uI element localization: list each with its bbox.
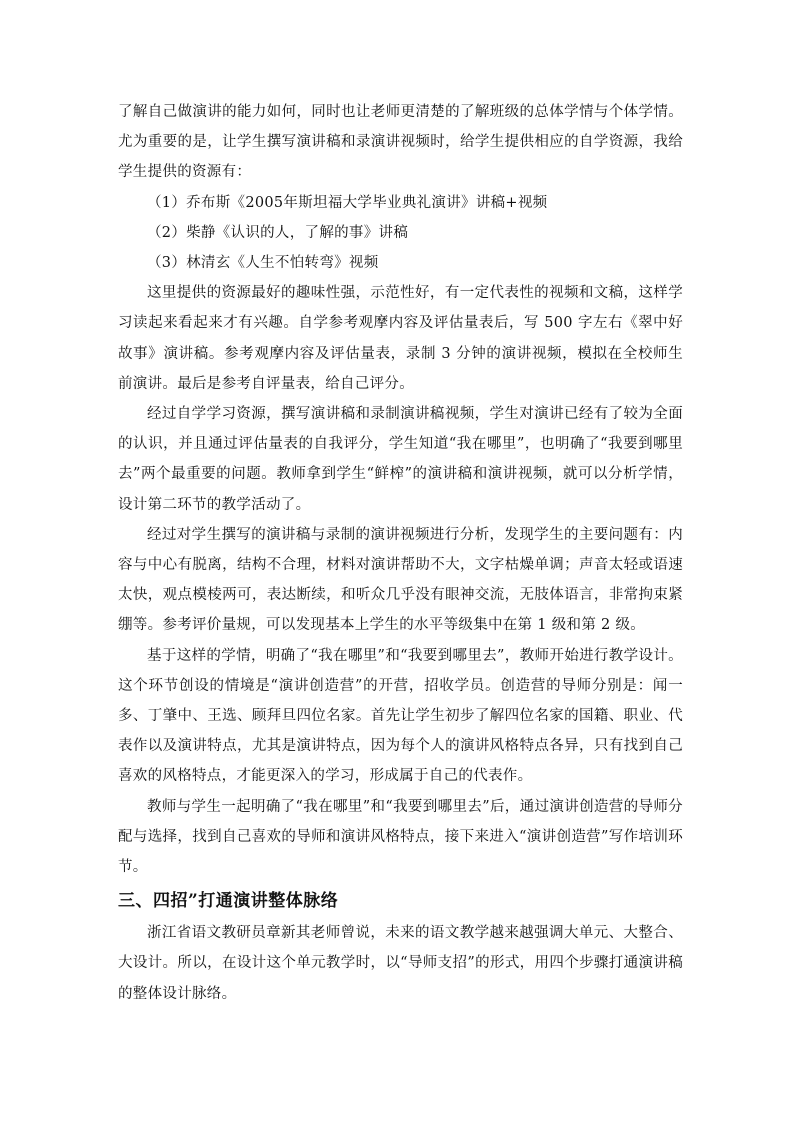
resource-item-1: （1）乔布斯《2005年斯坦福大学毕业典礼演讲》讲稿+视频	[147, 194, 548, 211]
closing-paragraph: 浙江省语文教研员章新其老师曾说，未来的语文教学越来越强调大单元、大整合、大设计。所以，在设计这个单元教学时，以“导师支招”的形式，用四个步骤打通演讲稿的整体设计脉络。	[118, 925, 683, 1002]
section-heading: 三、四招”打通演讲整体脉络	[118, 891, 339, 912]
self-study-paragraph: 经过自学学习资源，撰写演讲稿和录制演讲稿视频，学生对演讲已经有了较为全面的认识，并且通过评估量表的自我评分，学生知道“我在哪里”，也明确了“我要到哪里去”两个最重要的问题。教师拿到学生“鲜榨”的演讲稿和演讲视频，就可以分析学情，设计第二环节的教学活动了。	[118, 406, 683, 513]
mentor-selection-paragraph: 教师与学生一起明确了“我在哪里”和“我要到哪里去”后，通过演讲创造营的导师分配与选择，找到自己喜欢的导师和演讲风格特点，接下来进入“演讲创造营”写作培训环节。	[118, 798, 683, 876]
teaching-design-paragraph: 基于这样的学情，明确了“我在哪里”和“我要到哪里去”，教师开始进行教学设计。这个环节创设的情境是“演讲创造营”的开营，招收学员。创造营的导师分别是：闻一多、丁肇中、王选、顾拜旦四位名家。首先让学生初步了解四位名家的国籍、职业、代表作以及演讲特点，尤其是演讲特点，因为每个人的演讲风格特点各异，只有找到自己喜欢的风格特点，才能更深入的学习，形成属于自己的代表作。	[118, 647, 683, 785]
intro-paragraph: 了解自己做演讲的能力如何，同时也让老师更清楚的了解班级的总体学情与个体学情。尤为重要的是，让学生撰写演讲稿和录演讲视频时，给学生提供相应的自学资源，我给学生提供的资源有：	[118, 104, 683, 181]
resource-rationale-paragraph: 这里提供的资源最好的趣味性强，示范性好，有一定代表性的视频和文稿，这样学习读起来看起来才有兴趣。自学参考观摩内容及评估量表后，写 500 字左右《翠中好故事》演讲稿。参考观摩内容及评估量表，录制 3 分钟的演讲视频，模拟在全校师生前演讲。最后是参考自评量表，给自己评分。	[118, 285, 683, 392]
analysis-paragraph: 经过对学生撰写的演讲稿与录制的演讲视频进行分析，发现学生的主要问题有：内容与中心有脱离，结构不合理，材料对演讲帮助不大，文字枯燥单调；声音太轻或语速太快，观点模棱两可，表达断续，和听众几乎没有眼神交流，无肢体语言，非常拘束紧绷等。参考评价量规，可以发现基本上学生的水平等级集中在第 1 级和第 2 级。	[118, 526, 683, 634]
document-body	[118, 97, 683, 1009]
resource-item-3: （3）林清玄《人生不怕转弯》视频	[147, 255, 379, 272]
resource-item-2: （2）柴静《认识的人，了解的事》讲稿	[147, 224, 409, 241]
